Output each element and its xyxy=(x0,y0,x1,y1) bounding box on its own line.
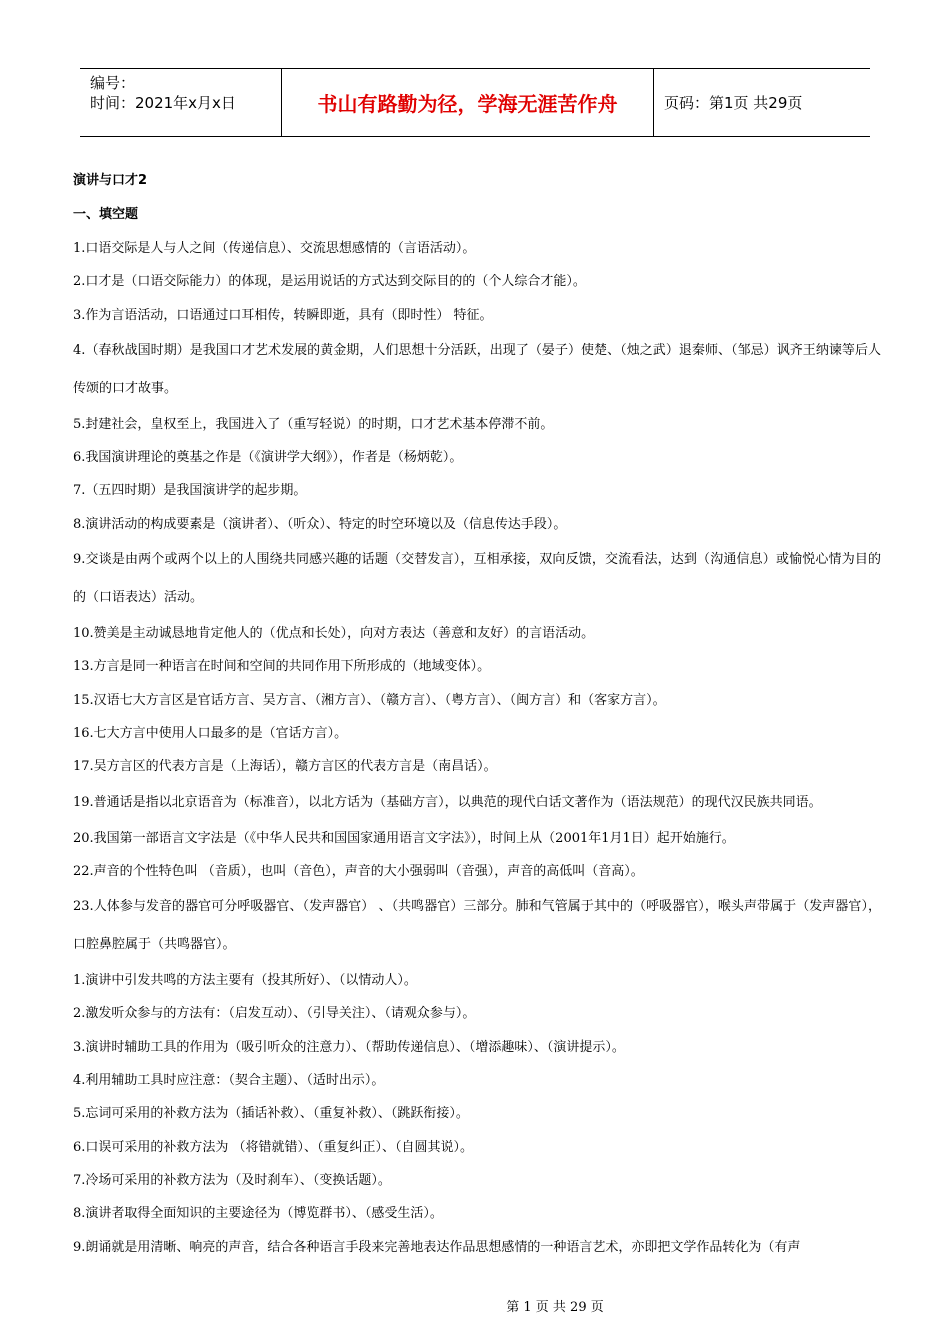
section-title: 一、填空题 xyxy=(73,207,139,222)
list-item: 19.普通话是指以北京语音为（标准音），以北方话为（基础方言），以典范的现代白话文著作为（语法规范）的现代汉民族共同语。 xyxy=(73,794,822,810)
list-item: 8.演讲活动的构成要素是（演讲者）、（听众）、特定的时空环境以及（信息传达手段）。 xyxy=(73,516,567,532)
header-page-info: 页码：第1页 共29页 xyxy=(664,94,803,112)
list-item: 3.演讲时辅助工具的作用为（吸引听众的注意力）、（帮助传递信息）、（增添趣味）、（演讲提示）。 xyxy=(73,1039,625,1055)
page-header xyxy=(80,68,870,137)
time-label: 时间：2021年x月x日 xyxy=(90,94,236,112)
list-item: 5.忘词可采用的补救方法为（插话补救）、（重复补救）、（跳跃衔接）。 xyxy=(73,1106,469,1122)
list-item: 22.声音的个性特色叫 （音质），也叫（音色），声音的大小强弱叫（音强），声音的高低叫（音高）。 xyxy=(73,863,644,879)
list-item: 10.赞美是主动诚恳地肯定他人的（优点和长处），向对方表达（善意和友好）的言语活动。 xyxy=(73,626,595,642)
list-item: 17.吴方言区的代表方言是（上海话），赣方言区的代表方言是（南昌话）。 xyxy=(73,759,497,775)
list-item: 5.封建社会，皇权至上，我国进入了（重写轻说）的时期，口才艺术基本停滞不前。 xyxy=(73,416,554,432)
list-item: 23.人体参与发音的器官可分呼吸器官、（发声器官） 、（共鸣器官）三部分。肺和气管属于其中的（呼吸器官），喉头声带属于（发声器官），口腔鼻腔属于（共鸣器官）。 xyxy=(73,899,881,953)
list-item: 6.我国演讲理论的奠基之作是（《演讲学大纲》），作者是（杨炳乾）。 xyxy=(73,450,463,466)
list-item: 15.汉语七大方言区是官话方言、吴方言、（湘方言）、（赣方言）、（粤方言）、（闽方言）和（客家方言）。 xyxy=(73,692,666,708)
list-item: 3.作为言语活动，口语通过口耳相传，转瞬即逝，具有（即时性） 特征。 xyxy=(73,307,493,323)
list-item: 1.口语交际是人与人之间（传递信息）、交流思想感情的（言语活动）。 xyxy=(73,241,476,256)
list-item: 1.演讲中引发共鸣的方法主要有（投其所好）、（以情动人）。 xyxy=(73,973,417,989)
list-item: 2.口才是（口语交际能力）的体现，是运用说话的方式达到交际目的的（个人综合才能）。 xyxy=(73,274,586,290)
list-item: 7.冷场可采用的补救方法为（及时刹车）、（变换话题）。 xyxy=(73,1172,391,1188)
header-motto: 书山有路勤为径，学海无涯苦作舟 xyxy=(282,69,654,136)
list-item: 6.口误可采用的补救方法为 （将错就错）、（重复纠正）、（自圆其说）。 xyxy=(73,1139,474,1155)
document-body xyxy=(73,168,881,1264)
list-item: 13.方言是同一种语言在时间和空间的共同作用下所形成的（地域变体）。 xyxy=(73,659,491,675)
page-footer: 第 1 页 共 29 页 xyxy=(506,1300,604,1315)
list-item: 4.（春秋战国时期）是我国口才艺术发展的黄金期，人们思想十分活跃，出现了（晏子）使楚、（烛之武）退秦师、（邹忌）讽齐王纳谏等后人传颂的口才故事。 xyxy=(73,342,881,396)
list-item: 7.（五四时期）是我国演讲学的起步期。 xyxy=(73,483,307,499)
list-item: 2.激发听众参与的方法有：（启发互动）、（引导关注）、（请观众参与）。 xyxy=(73,1006,476,1022)
id-label: 编号： xyxy=(90,74,136,92)
list-item: 16.七大方言中使用人口最多的是（官话方言）。 xyxy=(73,725,348,741)
header-meta xyxy=(80,69,282,136)
list-item: 4.利用辅助工具时应注意：（契合主题）、（适时出示）。 xyxy=(73,1073,385,1089)
list-item: 8.演讲者取得全面知识的主要途径为（博览群书）、（感受生活）。 xyxy=(73,1206,443,1222)
list-item: 9.交谈是由两个或两个以上的人围绕共同感兴趣的话题（交替发言），互相承接，双向反馈，交流看法，达到（沟通信息）或愉悦心情为目的的（口语表达）活动。 xyxy=(73,552,881,606)
list-item: 9.朗诵就是用清晰、响亮的声音，结合各种语言手段来完善地表达作品思想感情的一种语言艺术，亦即把文学作品转化为（有声 xyxy=(73,1239,801,1255)
doc-title: 演讲与口才2 xyxy=(73,173,148,188)
list-item: 20.我国第一部语言文字法是（《中华人民共和国国家通用语言文字法》），时间上从（2001年1月1日）起开始施行。 xyxy=(73,830,735,846)
